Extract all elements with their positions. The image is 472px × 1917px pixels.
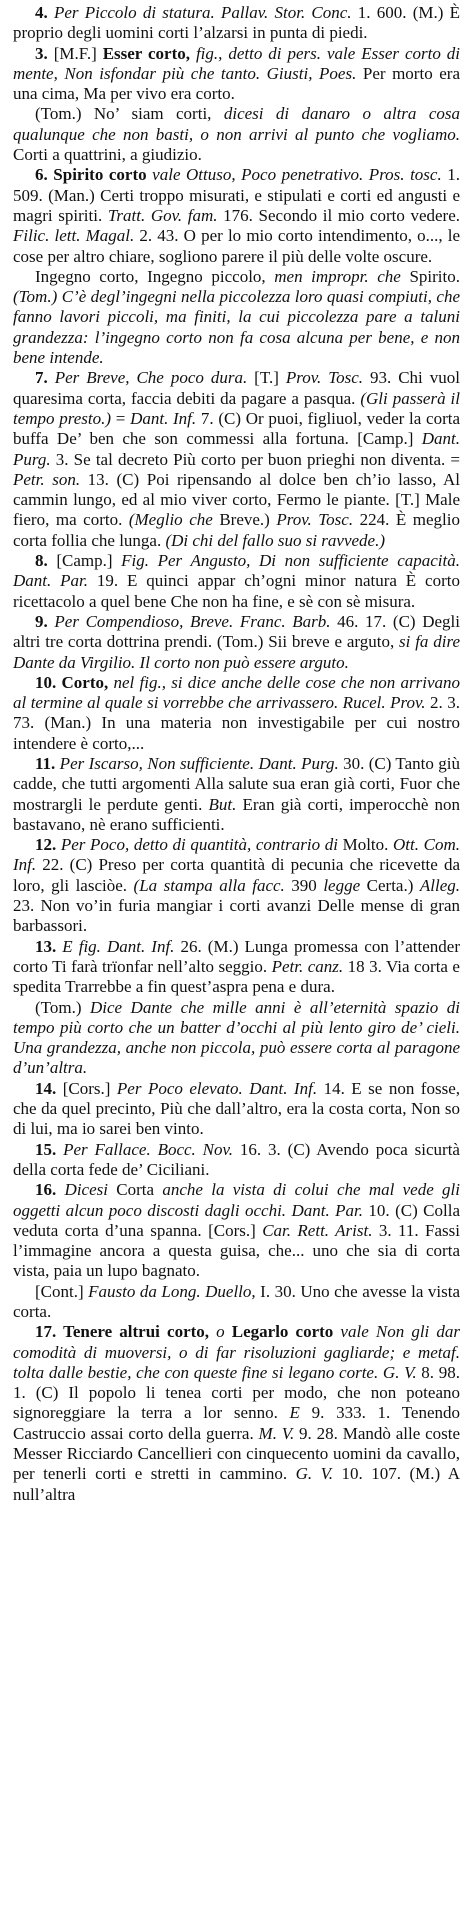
italic-text: nel fig., si dice anche delle cose che non arrivano al termine al quale si vorrebbe che arrivassero. Rucel. Prov.	[13, 672, 460, 713]
dictionary-entry	[13, 368, 460, 551]
sense-number: 17.	[35, 1322, 57, 1342]
italic-text: (Gli passerà il tempo presto.)	[13, 388, 460, 428]
entry-text: 93. Chi vuol quaresima corta, faccia debiti da pagare a pasqua.	[13, 368, 460, 408]
italic-text: (Meglio che	[128, 510, 213, 530]
italic-text: (La stampa alla facc.	[133, 875, 285, 895]
entry-text: (Tom.)	[35, 997, 90, 1017]
entry-text: [Cors.]	[56, 1078, 117, 1098]
italic-text: G. V.	[295, 1464, 334, 1484]
italic-text: E	[289, 1403, 300, 1423]
italic-text: legge	[323, 875, 361, 895]
entry-text: 2. 43. O per lo mio corto intendimento, o..., le cose per altro chiare, sogliono parere il più delle volte oscure.	[13, 226, 461, 266]
entry-text: I. 30. Uno che avesse la vista corta.	[13, 1281, 460, 1321]
sense-number: 8.	[35, 551, 48, 571]
entry-text: 9. 28. Mandò alle coste Messer Ricciardo Cancellieri con cinquecento uomini da cavallo, per tenerli corti e stretti in cammino.	[13, 1423, 460, 1484]
entry-text: 19. E quinci appar ch’ogni minor natura È corto ricettacolo a quel bene Che non ha fine, e sè con sè misura.	[13, 571, 460, 611]
italic-text: Fausto da Long. Duello,	[88, 1281, 256, 1301]
entry-text: Corti a quattrini, a giudizio.	[13, 145, 202, 165]
entry-text: 10. (C) Colla veduta corta d’una spanna. [Cors.]	[13, 1200, 460, 1240]
italic-text: o	[209, 1322, 232, 1342]
dictionary-entry	[13, 835, 460, 936]
dictionary-entry	[13, 551, 460, 612]
headword: Legarlo corto	[231, 1322, 334, 1342]
sense-number: 13.	[35, 936, 57, 956]
entry-text: 23. Non vo’in furia mangiar i corti avanzi Delle mense di gran barbassori.	[13, 896, 460, 936]
sense-number: 9.	[35, 611, 48, 631]
headword: Tenere altrui corto,	[56, 1322, 210, 1342]
dictionary-entry	[13, 1180, 460, 1281]
headword: Spirito corto	[47, 165, 147, 185]
italic-text: fig., detto di pers. vale Esser corto di mente, Non isfondar più che tanto. Giusti, Poes.	[13, 43, 460, 83]
italic-text: Car. Rett. Arist.	[262, 1220, 373, 1240]
entry-text: 176. Secondo il mio corto vedere.	[217, 205, 461, 225]
entry-text: 7. (C) Or puoi, figliuol, veder la corta buffa De’ ben che son commessi alla fortuna. [Camp.]	[13, 408, 461, 449]
entry-text: 16. 3. (C) Avendo poca sicurtà della corta fede de’ Ciciliani.	[13, 1139, 460, 1179]
italic-text: Ott. Com. Inf.	[13, 835, 460, 875]
entry-continuation	[13, 1282, 460, 1323]
italic-text: si fa dire Dante da Virgilio. Il corto non può essere arguto.	[13, 632, 460, 672]
entry-text: [M.F.]	[47, 43, 103, 63]
dictionary-entry	[13, 3, 460, 44]
sense-number: 14.	[35, 1078, 57, 1098]
entry-text: 390	[284, 875, 324, 895]
italic-text: M. V.	[258, 1423, 295, 1443]
italic-text: Per Piccolo di statura. Pallav. Stor. Conc.	[47, 3, 358, 22]
entry-text: 224. È meglio corta follia che lunga.	[13, 510, 460, 550]
entry-text: 13. (C) Poi ripensando al dolce ben ch’io lasso, Al cammin lungo, ed al mio viver corto, Fermo le piante. [T.] Male fiero, ma corto.	[13, 469, 460, 530]
italic-text: Per Breve, Che poco dura.	[47, 368, 248, 388]
italic-text: Petr. canz.	[271, 956, 344, 976]
italic-text: Filic. lett. Magal.	[13, 226, 135, 246]
italic-text: Prov. Tosc.	[285, 368, 364, 388]
italic-text: Per Compendioso, Breve. Franc. Barb.	[47, 611, 331, 631]
entry-text: 14. E se non fosse, che da quel precinto, Più che dall’altro, era la costa corta, Non so di lui, ma io sarei ben vinto.	[13, 1078, 460, 1139]
italic-text: Prov. Tosc.	[276, 510, 354, 530]
italic-text: anche la vista di colui che mal vede gli oggetti alcun poco discosti dagli occhi. Dant. Par.	[13, 1180, 460, 1220]
entry-text: [Camp.]	[47, 551, 122, 571]
entry-text: Molto.	[337, 835, 394, 855]
italic-text: Per Iscarso, Non sufficiente. Dant. Purg.	[55, 753, 339, 773]
sense-number: 16.	[35, 1180, 57, 1200]
headword: Corto,	[56, 672, 109, 692]
dictionary-entry	[13, 44, 460, 105]
dictionary-entry	[13, 1079, 460, 1140]
sense-number: 10.	[35, 672, 57, 692]
italic-text: Tratt. Gov. fam.	[107, 205, 218, 225]
entry-text: Ingegno corto, Ingegno piccolo,	[35, 266, 275, 286]
italic-text: Dant. Purg.	[13, 429, 460, 469]
italic-text: Petr. son.	[13, 469, 81, 489]
sense-number: 6.	[35, 165, 48, 185]
entry-text: 26. (M.) Lunga promessa con l’attender corto Ti farà trïonfar nell’alto seggio.	[13, 936, 461, 976]
entry-text: Certa.)	[360, 875, 420, 895]
entry-text: [T.]	[247, 368, 286, 388]
entry-text: 46. 17. (C) Degli altri tre corta dottrina prendi. (Tom.) Sii breve e arguto,	[13, 611, 460, 652]
italic-text: vale Non gli dar comodità di muoversi, o di far risoluzioni gagliarde; e metaf. tolta dalle bestie, che con queste fine si legano corte. G. V.	[13, 1322, 461, 1382]
entry-continuation	[13, 267, 460, 368]
entry-text: 8. 98. 1. (C) Il popolo li tenea corti per modo, che non poteano signoreggiare la terra a lor senno.	[13, 1362, 460, 1423]
sense-number: 11.	[35, 753, 56, 773]
italic-text: Dicesi	[56, 1180, 108, 1200]
entry-text: Breve.)	[212, 510, 277, 530]
dictionary-entry	[13, 1322, 460, 1505]
entry-text: [Cont.]	[35, 1281, 89, 1301]
italic-text: (Tom.) C’è degl’ingegni nella piccolezza loro quasi compiuti, che fanno lavori piccoli, ma finiti, la cui piccolezza pare a taluni grandezza: l’ingegno corto non fa cosa alcuna per bene, e non bene intende.	[13, 287, 460, 368]
italic-text: Alleg.	[419, 875, 461, 895]
dictionary-entry	[13, 937, 460, 998]
entry-text: 18 3. Via corta e spedita Trarrebbe a fin quest’aspra pena e dura.	[13, 956, 460, 997]
entry-text: 1. 600. (M.) È proprio degli uomini corti l’alzarsi in punta di piedi.	[13, 3, 460, 43]
italic-text: dicesi di danaro o altra cosa qualunque che non basti, o non arrivi al punto che vogliamo.	[13, 104, 460, 144]
entry-text: 3. Se tal decreto Più corto per buon prieghi non diventa. =	[50, 449, 460, 469]
entry-text: 3. 11. Fassi l’immagine ancora a questa guisa, che... uno che sia di corta vista, paia un lupo bagnato.	[13, 1220, 461, 1281]
italic-text: men impropr. che	[274, 266, 401, 286]
sense-number: 4.	[35, 3, 48, 22]
headword: Esser corto,	[102, 43, 190, 63]
sense-number: 15.	[35, 1139, 57, 1159]
entry-text: 22. (C) Preso per corta quantità di pecunia che ricevette da loro, gli lasciòe.	[13, 855, 460, 895]
italic-text: E fig. Dant. Inf.	[56, 936, 175, 956]
dictionary-entry	[13, 754, 460, 835]
entry-text: (Tom.) No’ siam corti,	[35, 104, 224, 124]
italic-text: (Di chi del fallo suo si ravvede.)	[165, 530, 385, 550]
dictionary-entry	[13, 1140, 460, 1181]
sense-number: 7.	[35, 368, 48, 388]
entry-text: Per morto era una cima, Ma per vivo era corto.	[13, 63, 460, 104]
italic-text: Per Poco elevato. Dant. Inf.	[116, 1078, 318, 1098]
italic-text: But.	[208, 794, 237, 814]
entry-text: 9. 333. 1. Tenendo Castruccio assai corto della guerra.	[13, 1403, 460, 1443]
entry-text: Spirito.	[400, 266, 460, 286]
entry-continuation	[13, 998, 460, 1079]
entry-text: Eran già corti, imperocchè non bastavano, nè erano sufficienti.	[13, 794, 460, 834]
entry-text: =	[111, 408, 131, 428]
entry-text: 1. 509. (Man.) Certi troppo misurati, e stipulati e corti ed angusti e magri spiriti.	[13, 165, 461, 225]
italic-text: Dant. Inf.	[130, 408, 197, 428]
dictionary-entry	[13, 673, 460, 754]
italic-text: Per Poco, detto di quantità, contrario di	[56, 835, 338, 855]
entry-text: 10. 107. (M.) A null’altra	[13, 1464, 460, 1504]
entry-text: 2. 3. 73. (Man.) In una materia non investigabile per cui nostro intendere è corto,...	[13, 693, 460, 753]
italic-text: vale Ottuso, Poco penetrativo. Pros. tosc.	[146, 165, 442, 185]
italic-text: Fig. Per Angusto, Di non sufficiente capacità. Dant. Par.	[13, 551, 460, 591]
entry-continuation	[13, 104, 460, 165]
italic-text: Dice Dante che mille anni è all’eternità spazio di tempo più corto che un batter d’occhi al più lento giro de’ cieli. Una grandezza, anche non piccola, può essere corta al paragone d’un’altra.	[13, 997, 460, 1078]
sense-number: 12.	[35, 835, 57, 855]
dictionary-entry	[13, 612, 460, 673]
italic-text: Per Fallace. Bocc. Nov.	[56, 1139, 234, 1159]
entry-text: Corta	[107, 1180, 163, 1200]
sense-number: 3.	[35, 43, 48, 63]
entry-text: 30. (C) Tanto giù cadde, che tutti argomenti Alla salute sua eran già corti, Fuor che mostrargli le perdute genti.	[13, 753, 460, 814]
dictionary-entry	[13, 165, 460, 266]
